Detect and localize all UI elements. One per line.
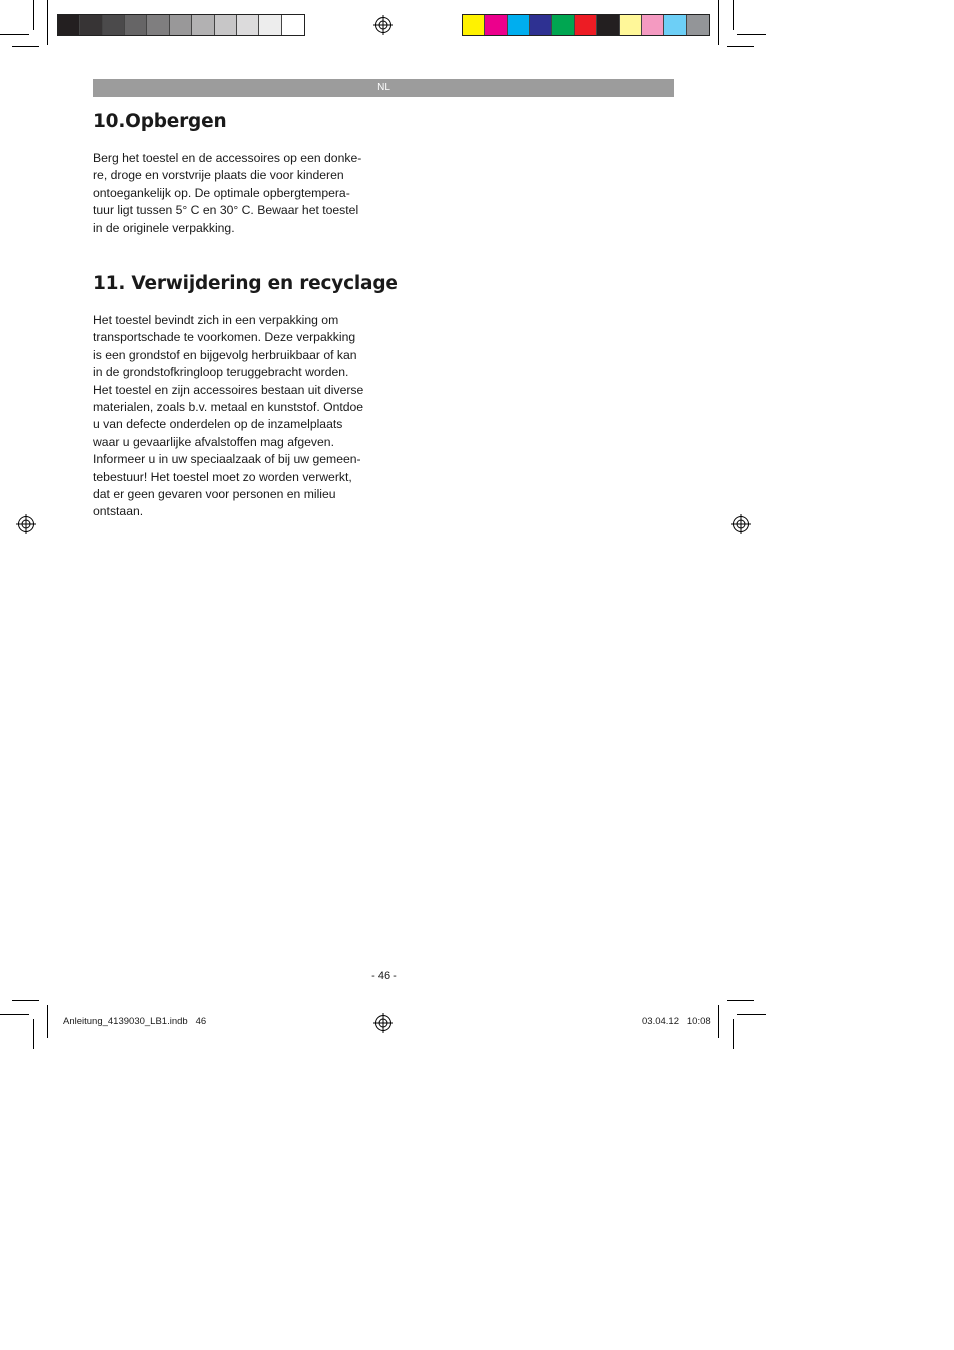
crop-mark [12, 1000, 39, 1001]
process-color-bar [462, 14, 710, 36]
crop-mark [718, 0, 719, 45]
color-swatch [237, 15, 259, 35]
crop-mark [0, 1014, 29, 1015]
color-swatch [215, 15, 237, 35]
section-body-storage [93, 150, 375, 237]
color-swatch [575, 15, 597, 35]
text-line: waar u gevaarlijke afvalstoffen mag afgeven. [93, 434, 334, 449]
crop-mark [47, 0, 48, 45]
color-swatch [282, 15, 304, 35]
color-swatch [642, 15, 664, 35]
text-line: in de grondstofkringloop teruggebracht worden. [93, 365, 349, 380]
crop-mark [718, 1005, 719, 1038]
color-swatch [485, 15, 507, 35]
color-swatch [103, 15, 125, 35]
text-line: Het toestel bevindt zich in een verpakking om [93, 313, 339, 327]
crop-mark [733, 0, 734, 30]
color-swatch [147, 15, 169, 35]
registration-mark-icon [373, 15, 393, 35]
text-line: tuur ligt tussen 5° C en 30° C. Bewaar het toestel [93, 203, 359, 218]
text-line: tebestuur! Het toestel moet zo worden verwerkt, [93, 469, 352, 484]
text-line: is een grondstof en bijgevolg herbruikbaar of kan [93, 347, 357, 362]
color-swatch [80, 15, 102, 35]
text-line: Berg het toestel en de accessoires op een donke- [93, 151, 362, 165]
color-swatch [687, 15, 709, 35]
color-swatch [530, 15, 552, 35]
registration-mark-icon [731, 514, 751, 534]
crop-mark [33, 1019, 34, 1049]
text-line: transportschade te voorkomen. Deze verpakking [93, 330, 356, 345]
section-body-disposal [93, 312, 375, 521]
section-heading-storage: 10.Opbergen [93, 111, 227, 132]
crop-mark [737, 1014, 766, 1015]
color-swatch [463, 15, 485, 35]
color-swatch [552, 15, 574, 35]
color-swatch [259, 15, 281, 35]
text-line: Informeer u in uw speciaalzaak of bij uw gemeen- [93, 452, 361, 467]
color-swatch [597, 15, 619, 35]
crop-mark [733, 1019, 734, 1049]
crop-mark [33, 0, 34, 30]
section-heading-disposal: 11. Verwijdering en recyclage [93, 273, 398, 294]
footer-timestamp: 03.04.12 10:08 [642, 1016, 711, 1027]
color-swatch [620, 15, 642, 35]
grayscale-color-bar [57, 14, 305, 36]
text-line: u van defecte onderdelen op de inzamelplaats [93, 417, 343, 432]
color-swatch [664, 15, 686, 35]
crop-mark [727, 1000, 754, 1001]
text-line: ontoegankelijk op. De optimale opbergtempera- [93, 185, 350, 200]
registration-mark-icon [373, 1013, 393, 1033]
text-line: re, droge en vorstvrije plaats die voor kinderen [93, 168, 344, 183]
crop-mark [47, 1005, 48, 1038]
color-swatch [170, 15, 192, 35]
text-line: materialen, zoals b.v. metaal en kunststof. Ontdoe [93, 400, 364, 415]
text-line: in de originele verpakking. [93, 220, 235, 235]
crop-mark [727, 46, 754, 47]
crop-mark [737, 34, 766, 35]
crop-mark [12, 46, 39, 47]
text-line: dat er geen gevaren voor personen en milieu [93, 487, 336, 502]
crop-mark [0, 34, 29, 35]
language-header: NL [93, 79, 674, 97]
registration-mark-icon [16, 514, 36, 534]
footer-filename: Anleitung_4139030_LB1.indb 46 [63, 1016, 207, 1027]
color-swatch [192, 15, 214, 35]
text-line: ontstaan. [93, 504, 144, 519]
page-number: - 46 - [371, 970, 397, 982]
color-swatch [125, 15, 147, 35]
color-swatch [508, 15, 530, 35]
text-line: Het toestel en zijn accessoires bestaan uit diverse [93, 382, 364, 397]
color-swatch [58, 15, 80, 35]
